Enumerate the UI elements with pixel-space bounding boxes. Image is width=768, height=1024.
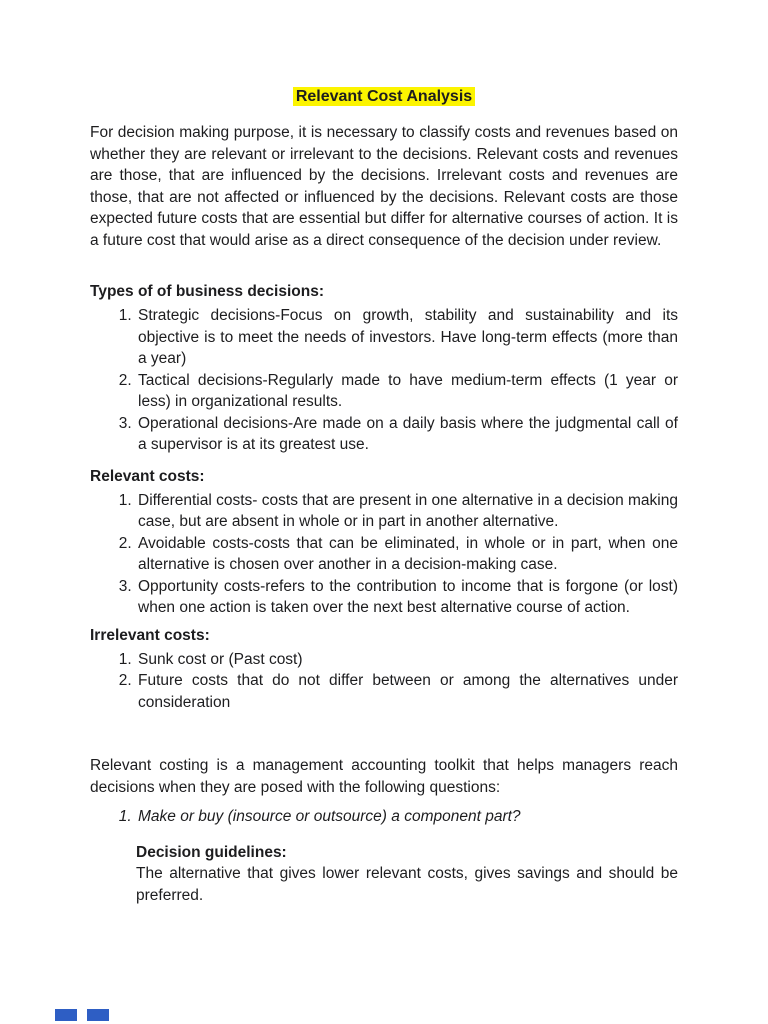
list-item: 2. Future costs that do not differ between or among the alternatives under consideration xyxy=(136,670,678,713)
page-title xyxy=(90,86,678,108)
section-heading-irrelevant-costs: Irrelevant costs: xyxy=(90,626,210,644)
section-heading-types-of-business-decisions: Types of of business decisions: xyxy=(90,283,324,300)
intro-paragraph: For decision making purpose, it is necessary to classify costs and revenues based on whether they are relevant or irrelevant to the decisions. Relevant costs and revenues are those, that are influenced by the decisions. Irrelevant costs and revenues are those, that are not affected or influenced by the decisions. Relevant costs are those expected future costs that are essential but differ for alternative courses of action. It is a future cost that would arise as a direct consequence of the decision under review. xyxy=(90,124,678,249)
list-item: 2. Avoidable costs-costs that can be eliminated, in whole or in part, when one alternative is chosen over another in a decision-making case. xyxy=(136,533,678,576)
list-item-question: 1. Make or buy (insource or outsource) a component part? xyxy=(136,806,678,828)
list-item: 1. Sunk cost or (Past cost) xyxy=(136,649,678,671)
document-content xyxy=(90,86,678,906)
title-highlight: Relevant Cost Analysis xyxy=(293,87,475,106)
decision-guidelines-block xyxy=(136,842,678,907)
closing-lead-paragraph: Relevant costing is a management accounting toolkit that helps managers reach decisions when they are posed with the following questions: xyxy=(90,757,678,796)
next-page-peek xyxy=(55,1009,109,1021)
list-item: 1. Strategic decisions-Focus on growth, stability and sustainability and its objective is to meet the needs of investors. Have long-term effects (more than a year) xyxy=(136,305,678,370)
list-item: 1. Differential costs- costs that are present in one alternative in a decision making case, but are absent in whole or in part in another alternative. xyxy=(136,490,678,533)
next-page-peek-mark xyxy=(87,1009,109,1021)
list-item: 3. Operational decisions-Are made on a daily basis where the judgmental call of a supervisor is at its greatest use. xyxy=(136,413,678,456)
types-of-business-decisions-list xyxy=(90,305,678,456)
list-item: 3. Opportunity costs-refers to the contribution to income that is forgone (or lost) when one action is taken over the next best alternative course of action. xyxy=(136,576,678,619)
decision-guidelines-body: The alternative that gives lower relevant costs, gives savings and should be preferred. xyxy=(136,865,678,904)
section-heading-relevant-costs: Relevant costs: xyxy=(90,467,205,485)
questions-list xyxy=(90,806,678,828)
decision-guidelines-heading: Decision guidelines: xyxy=(136,843,287,861)
irrelevant-costs-list xyxy=(90,649,678,714)
relevant-costs-list xyxy=(90,490,678,619)
next-page-peek-mark xyxy=(55,1009,77,1021)
list-item: 2. Tactical decisions-Regularly made to have medium-term effects (1 year or less) in organizational results. xyxy=(136,370,678,413)
